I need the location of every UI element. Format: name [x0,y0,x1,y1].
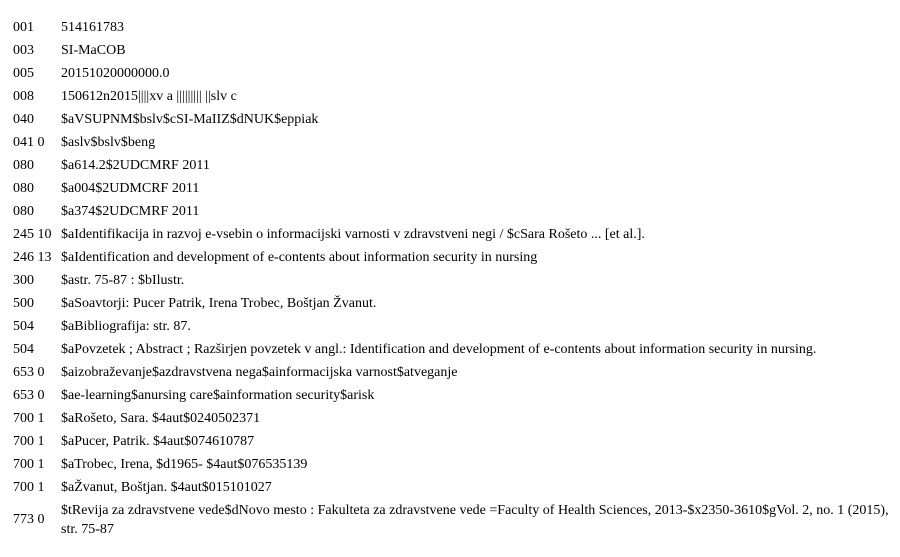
field-value: 20151020000000.0 [61,66,170,81]
marc-field-300 [0,269,900,292]
marc-field-246 [0,246,900,269]
marc-field-008 [0,85,900,108]
field-tag: 773 0 [13,512,45,527]
field-tag: 500 [13,296,34,311]
marc-field-500 [0,292,900,315]
field-value: $aslv$bslv$beng [61,135,156,150]
field-tag: 504 [13,319,34,334]
field-value: $aIdentifikacija in razvoj e-vsebin o informacijski varnosti v zdravstveni negi / $cSara Rošeto ... [et al.]. [61,227,645,242]
field-tag: 005 [13,66,34,81]
field-tag: 700 1 [13,457,45,472]
field-value: $a004$2UDMCRF 2011 [61,181,200,196]
field-value: $aSoavtorji: Pucer Patrik, Irena Trobec, Boštjan Žvanut. [61,296,377,311]
field-tag: 246 13 [13,250,52,265]
field-tag: 003 [13,43,34,58]
marc-field-041 [0,131,900,154]
marc-field-700 [0,430,900,453]
field-tag: 040 [13,112,34,127]
field-tag: 300 [13,273,34,288]
field-value: $aRošeto, Sara. $4aut$0240502371 [61,411,261,426]
marc-field-005 [0,62,900,85]
field-value: $a614.2$2UDCMRF 2011 [61,158,210,173]
field-tag: 080 [13,158,34,173]
field-tag: 008 [13,89,34,104]
marc-field-653 [0,361,900,384]
field-tag: 080 [13,181,34,196]
marc-field-245 [0,223,900,246]
field-tag: 700 1 [13,480,45,495]
field-tag: 653 0 [13,388,45,403]
marc-field-080 [0,154,900,177]
field-value: $aIdentification and development of e-contents about information security in nursing [61,250,538,265]
field-value: $aVSUPNM$bslv$cSI-MaIIZ$dNUK$eppiak [61,112,319,127]
field-tag: 653 0 [13,365,45,380]
field-tag: 001 [13,20,34,35]
field-value: SI-MaCOB [61,43,126,58]
marc-field-653 [0,384,900,407]
field-value: $tRevija za zdravstvene vede$dNovo mesto : Fakulteta za zdravstvene vede =Faculty of Health Sciences, 2013-$x2350-3610$gVol. 2, no. 1 (2015), str. 75-87 [61,503,889,537]
marc-field-504 [0,338,900,361]
marc-field-700 [0,476,900,499]
marc-field-700 [0,407,900,430]
field-value: 514161783 [61,20,124,35]
field-value: $astr. 75-87 : $bIlustr. [61,273,185,288]
field-tag: 700 1 [13,411,45,426]
field-value: $aizobraževanje$azdravstvena nega$ainformacijska varnost$atveganje [61,365,458,380]
marc-field-773 [0,501,900,541]
marc-field-001 [0,16,900,39]
field-value: $a374$2UDCMRF 2011 [61,204,200,219]
field-value: 150612n2015||||xv a ||||||||| ||slv c [61,89,237,104]
field-value: $aPucer, Patrik. $4aut$074610787 [61,434,255,449]
marc-field-040 [0,108,900,131]
marc-field-504 [0,315,900,338]
marc-field-700 [0,453,900,476]
field-tag: 245 10 [13,227,52,242]
marc-field-080 [0,177,900,200]
field-value: $aBibliografija: str. 87. [61,319,191,334]
field-tag: 080 [13,204,34,219]
field-tag: 504 [13,342,34,357]
field-tag: 041 0 [13,135,45,150]
field-value: $aPovzetek ; Abstract ; Razširjen povzetek v angl.: Identification and development of e-contents about information security in nursing. [61,342,817,357]
field-tag: 700 1 [13,434,45,449]
marc-field-003 [0,39,900,62]
marc-field-080 [0,200,900,223]
field-value: $ae-learning$anursing care$ainformation security$arisk [61,388,375,403]
field-value: $aŽvanut, Boštjan. $4aut$015101027 [61,480,272,495]
field-value: $aTrobec, Irena, $d1965- $4aut$076535139 [61,457,308,472]
